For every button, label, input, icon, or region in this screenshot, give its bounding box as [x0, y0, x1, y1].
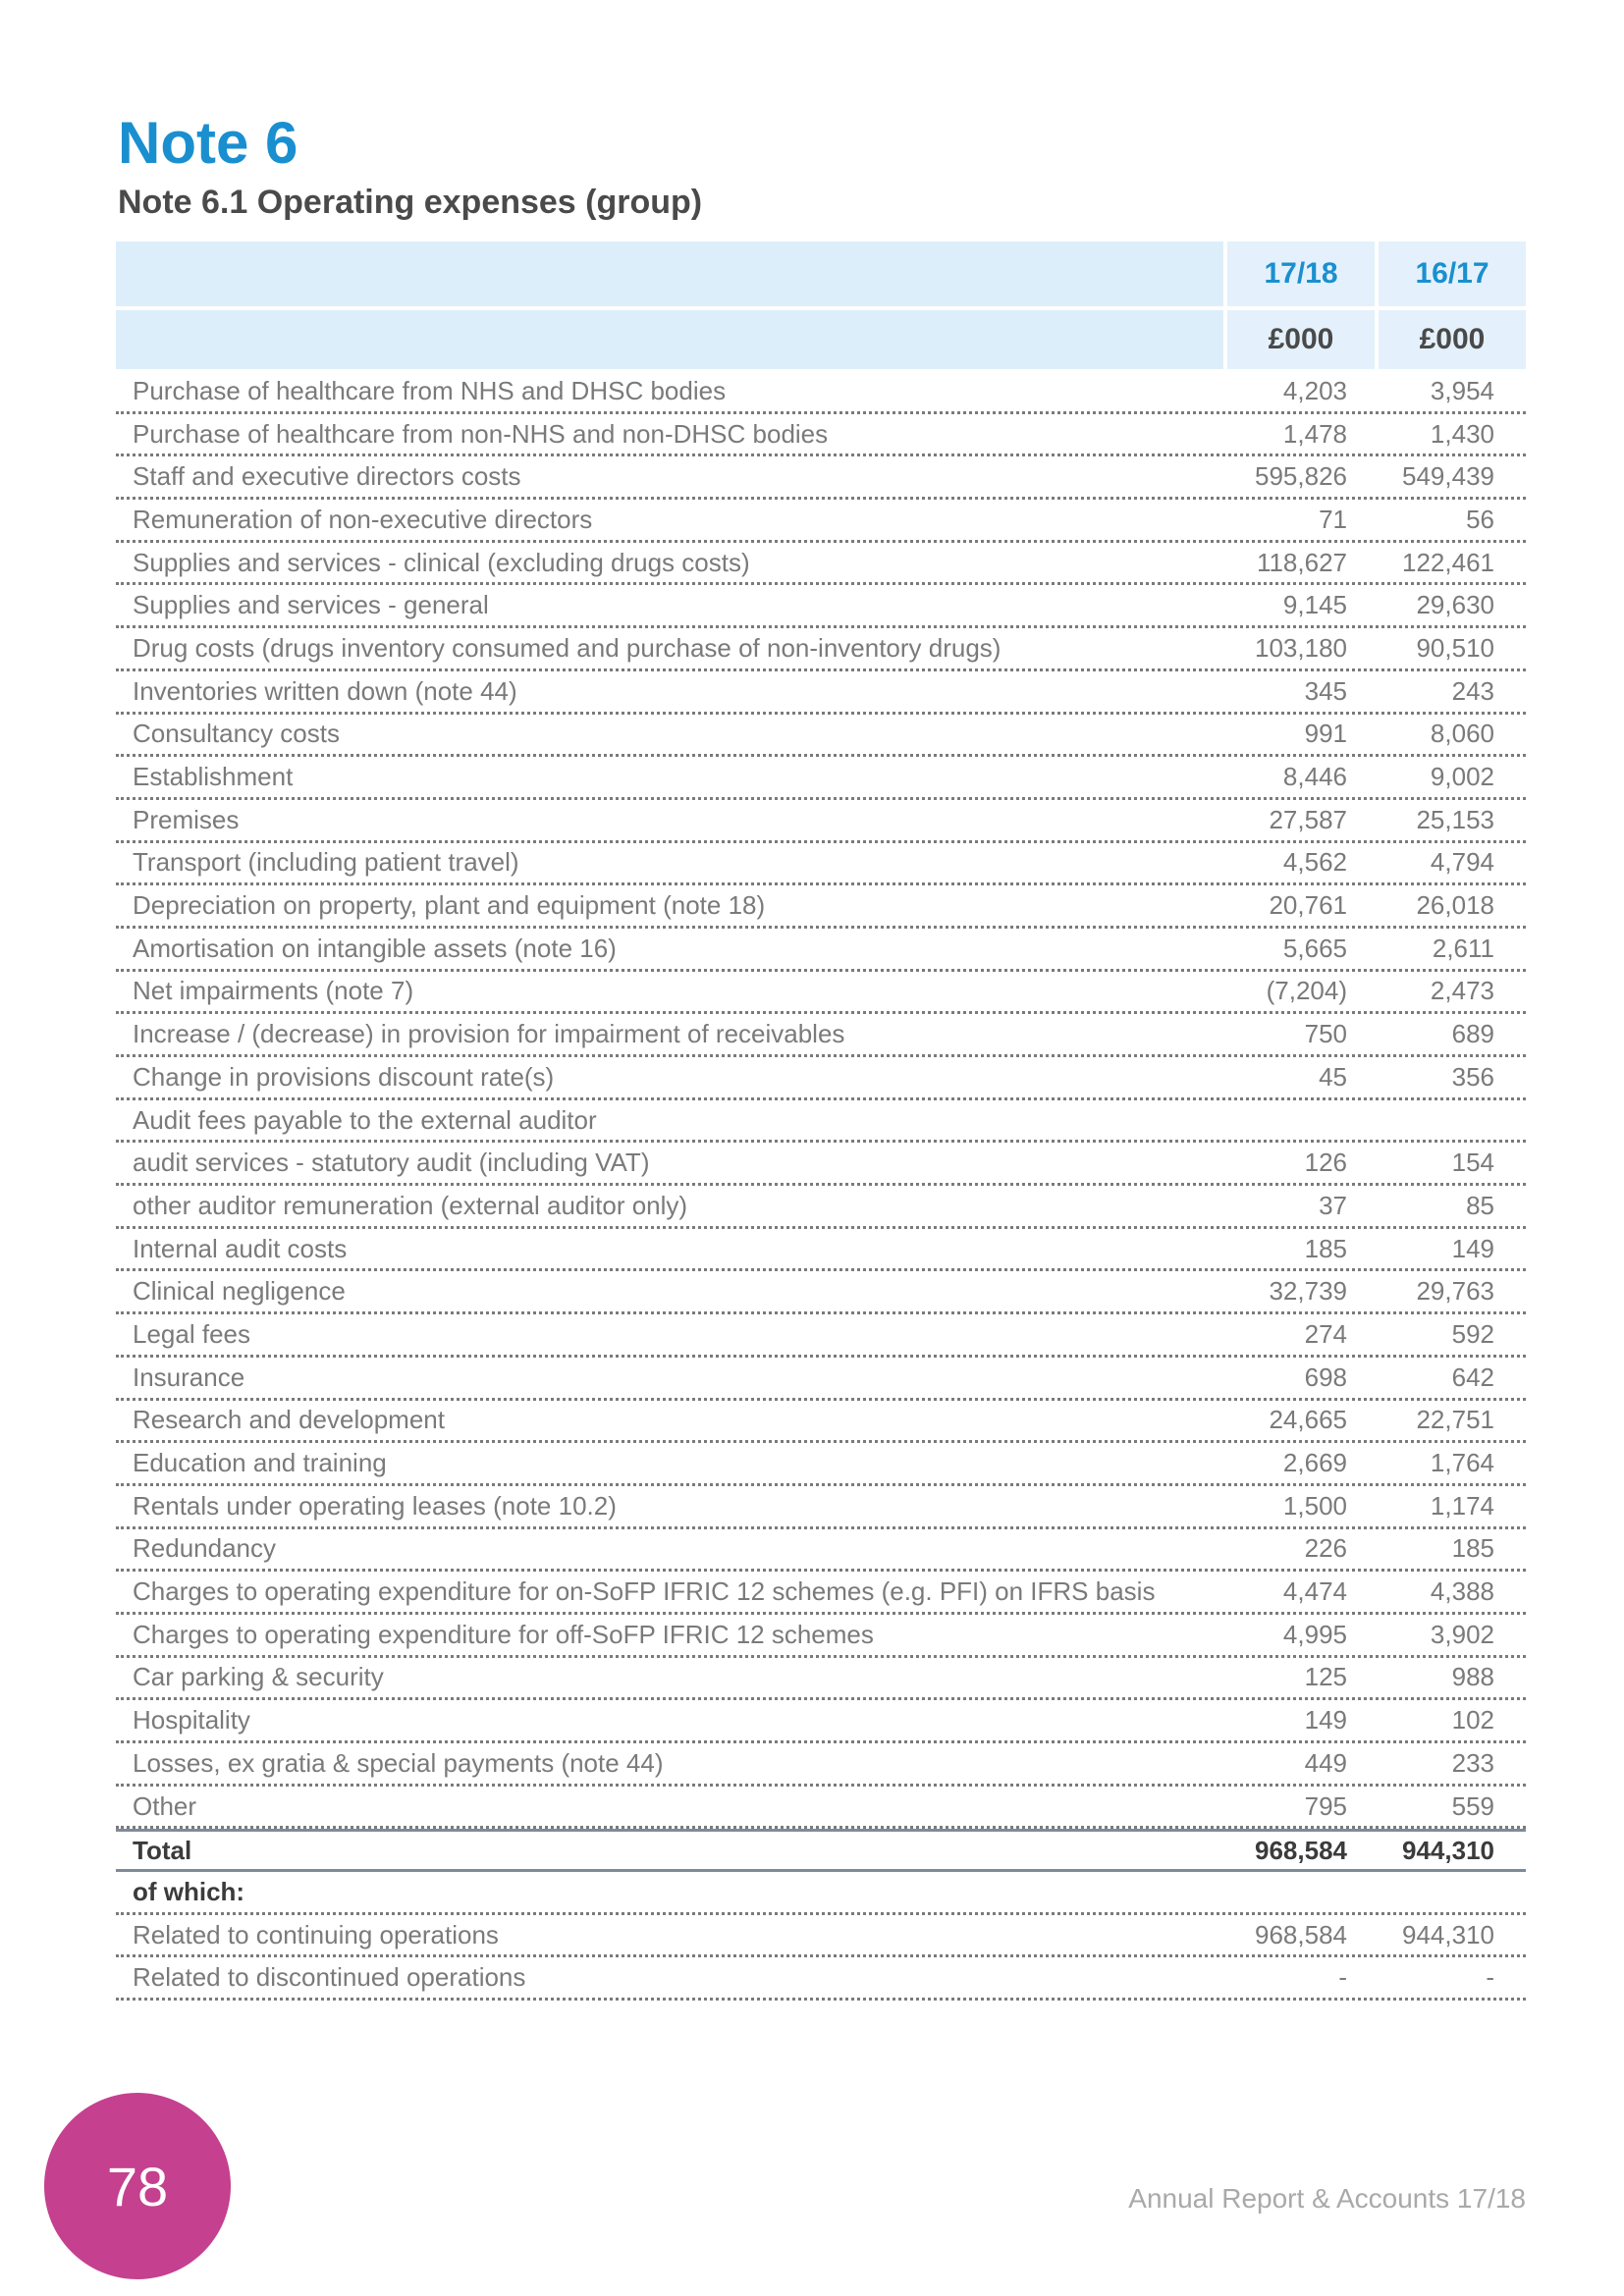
row-label: Establishment	[133, 762, 294, 792]
column-header-17-18: 17/18	[1223, 241, 1375, 306]
row-label: Supplies and services - clinical (excluding drugs costs)	[133, 547, 750, 577]
row-label: Purchase of healthcare from NHS and DHSC bodies	[133, 375, 727, 405]
page-number: 78	[106, 2155, 169, 2217]
row-label: of which:	[133, 1876, 245, 1906]
value-16-17: 356	[1451, 1061, 1494, 1092]
value-17-18: 750	[1304, 1019, 1347, 1049]
table-row	[116, 456, 1526, 500]
value-16-17: 1,430	[1430, 418, 1494, 449]
value-17-18: 126	[1304, 1148, 1347, 1178]
value-16-17: 25,153	[1416, 804, 1494, 834]
row-label: Consultancy costs	[133, 719, 340, 749]
table-row	[116, 628, 1526, 671]
column-unit-16-17: £000	[1375, 310, 1526, 369]
value-16-17: 592	[1451, 1318, 1494, 1349]
row-label: Change in provisions discount rate(s)	[133, 1061, 555, 1092]
value-16-17: 90,510	[1416, 632, 1494, 663]
table-row	[116, 972, 1526, 1015]
value-17-18: (7,204)	[1266, 976, 1347, 1006]
table-row	[116, 1872, 1526, 1915]
value-17-18: 2,669	[1282, 1448, 1347, 1478]
row-label: Remuneration of non-executive directors	[133, 504, 593, 534]
value-17-18: 345	[1304, 675, 1347, 706]
row-label: Clinical negligence	[133, 1276, 346, 1307]
value-17-18: 32,739	[1269, 1276, 1347, 1307]
row-label: Car parking & security	[133, 1662, 384, 1692]
row-label: Purchase of healthcare from non-NHS and non-DHSC bodies	[133, 418, 829, 449]
value-16-17: 243	[1451, 675, 1494, 706]
table-row	[116, 1829, 1526, 1872]
value-16-17: 149	[1451, 1233, 1494, 1263]
value-17-18: 37	[1319, 1190, 1347, 1220]
value-16-17: 85	[1466, 1190, 1494, 1220]
row-label: Insurance	[133, 1362, 245, 1392]
table-row	[116, 1486, 1526, 1529]
table-row	[116, 843, 1526, 886]
page-number-badge	[44, 2093, 231, 2279]
row-label: Education and training	[133, 1448, 387, 1478]
row-label: Losses, ex gratia & special payments (note 44)	[133, 1747, 664, 1778]
value-16-17: 549,439	[1402, 461, 1494, 492]
table-header-units	[116, 310, 1526, 369]
row-label: other auditor remuneration (external auditor only)	[133, 1190, 688, 1220]
value-16-17: 2,473	[1430, 976, 1494, 1006]
value-17-18: 1,500	[1282, 1490, 1347, 1521]
value-17-18: 27,587	[1269, 804, 1347, 834]
column-header-16-17: 16/17	[1375, 241, 1526, 306]
value-16-17: 233	[1451, 1747, 1494, 1778]
table-row	[116, 1915, 1526, 1958]
row-label: Internal audit costs	[133, 1233, 348, 1263]
value-16-17: 4,794	[1430, 847, 1494, 878]
row-label: Rentals under operating leases (note 10.2)	[133, 1490, 617, 1521]
value-16-17: 2,611	[1432, 933, 1494, 963]
row-label: Amortisation on intangible assets (note 16)	[133, 933, 617, 963]
value-16-17: -	[1486, 1962, 1494, 1993]
value-17-18: 968,584	[1255, 1835, 1347, 1865]
table-row	[116, 1529, 1526, 1573]
value-17-18: 185	[1304, 1233, 1347, 1263]
value-16-17: 559	[1451, 1790, 1494, 1821]
table-row	[116, 1743, 1526, 1787]
value-16-17: 944,310	[1402, 1835, 1494, 1865]
value-16-17: 26,018	[1416, 890, 1494, 921]
row-label: Inventories written down (note 44)	[133, 675, 517, 706]
table-row	[116, 1658, 1526, 1701]
row-label: Staff and executive directors costs	[133, 461, 521, 492]
value-17-18: 4,203	[1282, 375, 1347, 405]
value-16-17: 29,763	[1416, 1276, 1494, 1307]
table-row	[116, 1615, 1526, 1658]
row-label: Charges to operating expenditure for on-SoFP IFRIC 12 schemes (e.g. PFI) on IFRS basis	[133, 1576, 1156, 1607]
table-row	[116, 1057, 1526, 1100]
value-17-18: 449	[1304, 1747, 1347, 1778]
value-17-18: -	[1338, 1962, 1347, 1993]
value-16-17: 56	[1466, 504, 1494, 534]
value-16-17: 1,764	[1430, 1448, 1494, 1478]
table-row	[116, 1401, 1526, 1444]
row-label: Charges to operating expenditure for off-SoFP IFRIC 12 schemes	[133, 1619, 874, 1649]
value-17-18: 45	[1319, 1061, 1347, 1092]
value-17-18: 595,826	[1255, 461, 1347, 492]
row-label: Related to discontinued operations	[133, 1962, 526, 1993]
value-17-18: 125	[1304, 1662, 1347, 1692]
value-17-18: 20,761	[1269, 890, 1347, 921]
table-row	[116, 543, 1526, 586]
row-label: Depreciation on property, plant and equipment (note 18)	[133, 890, 766, 921]
table-row	[116, 671, 1526, 715]
value-17-18: 274	[1304, 1318, 1347, 1349]
table-row	[116, 757, 1526, 800]
table-row	[116, 715, 1526, 758]
row-label: Research and development	[133, 1405, 445, 1435]
table-header-years	[116, 241, 1526, 310]
table-row	[116, 1787, 1526, 1830]
value-16-17: 4,388	[1430, 1576, 1494, 1607]
publication-footer: Annual Report & Accounts 17/18	[1128, 2183, 1526, 2214]
table-row	[116, 1314, 1526, 1358]
table-row	[116, 929, 1526, 972]
value-17-18: 795	[1304, 1790, 1347, 1821]
table-row	[116, 1186, 1526, 1229]
row-label: audit services - statutory audit (including VAT)	[133, 1148, 650, 1178]
value-17-18: 698	[1304, 1362, 1347, 1392]
table-row	[116, 500, 1526, 543]
row-label: Drug costs (drugs inventory consumed and purchase of non-inventory drugs)	[133, 632, 1001, 663]
value-17-18: 103,180	[1255, 632, 1347, 663]
value-16-17: 1,174	[1430, 1490, 1494, 1521]
note-subtitle: Note 6.1 Operating expenses (group)	[118, 184, 703, 221]
table-row	[116, 371, 1526, 414]
value-17-18: 4,474	[1282, 1576, 1347, 1607]
row-label: Other	[133, 1790, 197, 1821]
row-label: Legal fees	[133, 1318, 250, 1349]
operating-expenses-table	[116, 241, 1526, 2001]
row-label: Net impairments (note 7)	[133, 976, 414, 1006]
note-title: Note 6	[118, 110, 298, 176]
row-label: Hospitality	[133, 1705, 250, 1735]
value-17-18: 24,665	[1269, 1405, 1347, 1435]
table-row	[116, 414, 1526, 457]
value-17-18: 226	[1304, 1533, 1347, 1564]
value-17-18: 968,584	[1255, 1919, 1347, 1949]
table-row	[116, 1271, 1526, 1314]
value-17-18: 8,446	[1282, 762, 1347, 792]
value-16-17: 944,310	[1402, 1919, 1494, 1949]
value-17-18: 4,562	[1282, 847, 1347, 878]
value-17-18: 5,665	[1282, 933, 1347, 963]
value-16-17: 3,954	[1430, 375, 1494, 405]
value-16-17: 8,060	[1430, 719, 1494, 749]
table-row	[116, 1143, 1526, 1186]
value-16-17: 988	[1451, 1662, 1494, 1692]
value-17-18: 4,995	[1282, 1619, 1347, 1649]
row-label: Supplies and services - general	[133, 590, 489, 620]
value-16-17: 29,630	[1416, 590, 1494, 620]
column-unit-17-18: £000	[1223, 310, 1375, 369]
value-17-18: 1,478	[1282, 418, 1347, 449]
value-17-18: 9,145	[1282, 590, 1347, 620]
table-row	[116, 1443, 1526, 1486]
table-row	[116, 1014, 1526, 1057]
value-17-18: 149	[1304, 1705, 1347, 1735]
table-row	[116, 1572, 1526, 1615]
row-label: Premises	[133, 804, 240, 834]
value-16-17: 185	[1451, 1533, 1494, 1564]
row-label: Audit fees payable to the external auditor	[133, 1104, 597, 1135]
value-16-17: 102	[1451, 1705, 1494, 1735]
table-row	[116, 1100, 1526, 1144]
value-16-17: 9,002	[1430, 762, 1494, 792]
row-label: Redundancy	[133, 1533, 276, 1564]
value-17-18: 118,627	[1256, 547, 1347, 577]
row-label: Total	[133, 1835, 192, 1865]
row-label: Related to continuing operations	[133, 1919, 499, 1949]
table-row	[116, 885, 1526, 929]
table-row	[116, 1229, 1526, 1272]
table-row	[116, 1700, 1526, 1743]
table-row	[116, 1957, 1526, 2001]
value-16-17: 642	[1451, 1362, 1494, 1392]
table-row	[116, 800, 1526, 843]
value-17-18: 991	[1304, 719, 1347, 749]
row-label: Transport (including patient travel)	[133, 847, 519, 878]
value-16-17: 689	[1451, 1019, 1494, 1049]
table-body	[116, 371, 1526, 2001]
value-16-17: 22,751	[1416, 1405, 1494, 1435]
value-17-18: 71	[1319, 504, 1347, 534]
value-16-17: 154	[1451, 1148, 1494, 1178]
table-row	[116, 585, 1526, 628]
value-16-17: 3,902	[1430, 1619, 1494, 1649]
value-16-17: 122,461	[1402, 547, 1494, 577]
table-row	[116, 1358, 1526, 1401]
row-label: Increase / (decrease) in provision for impairment of receivables	[133, 1019, 845, 1049]
